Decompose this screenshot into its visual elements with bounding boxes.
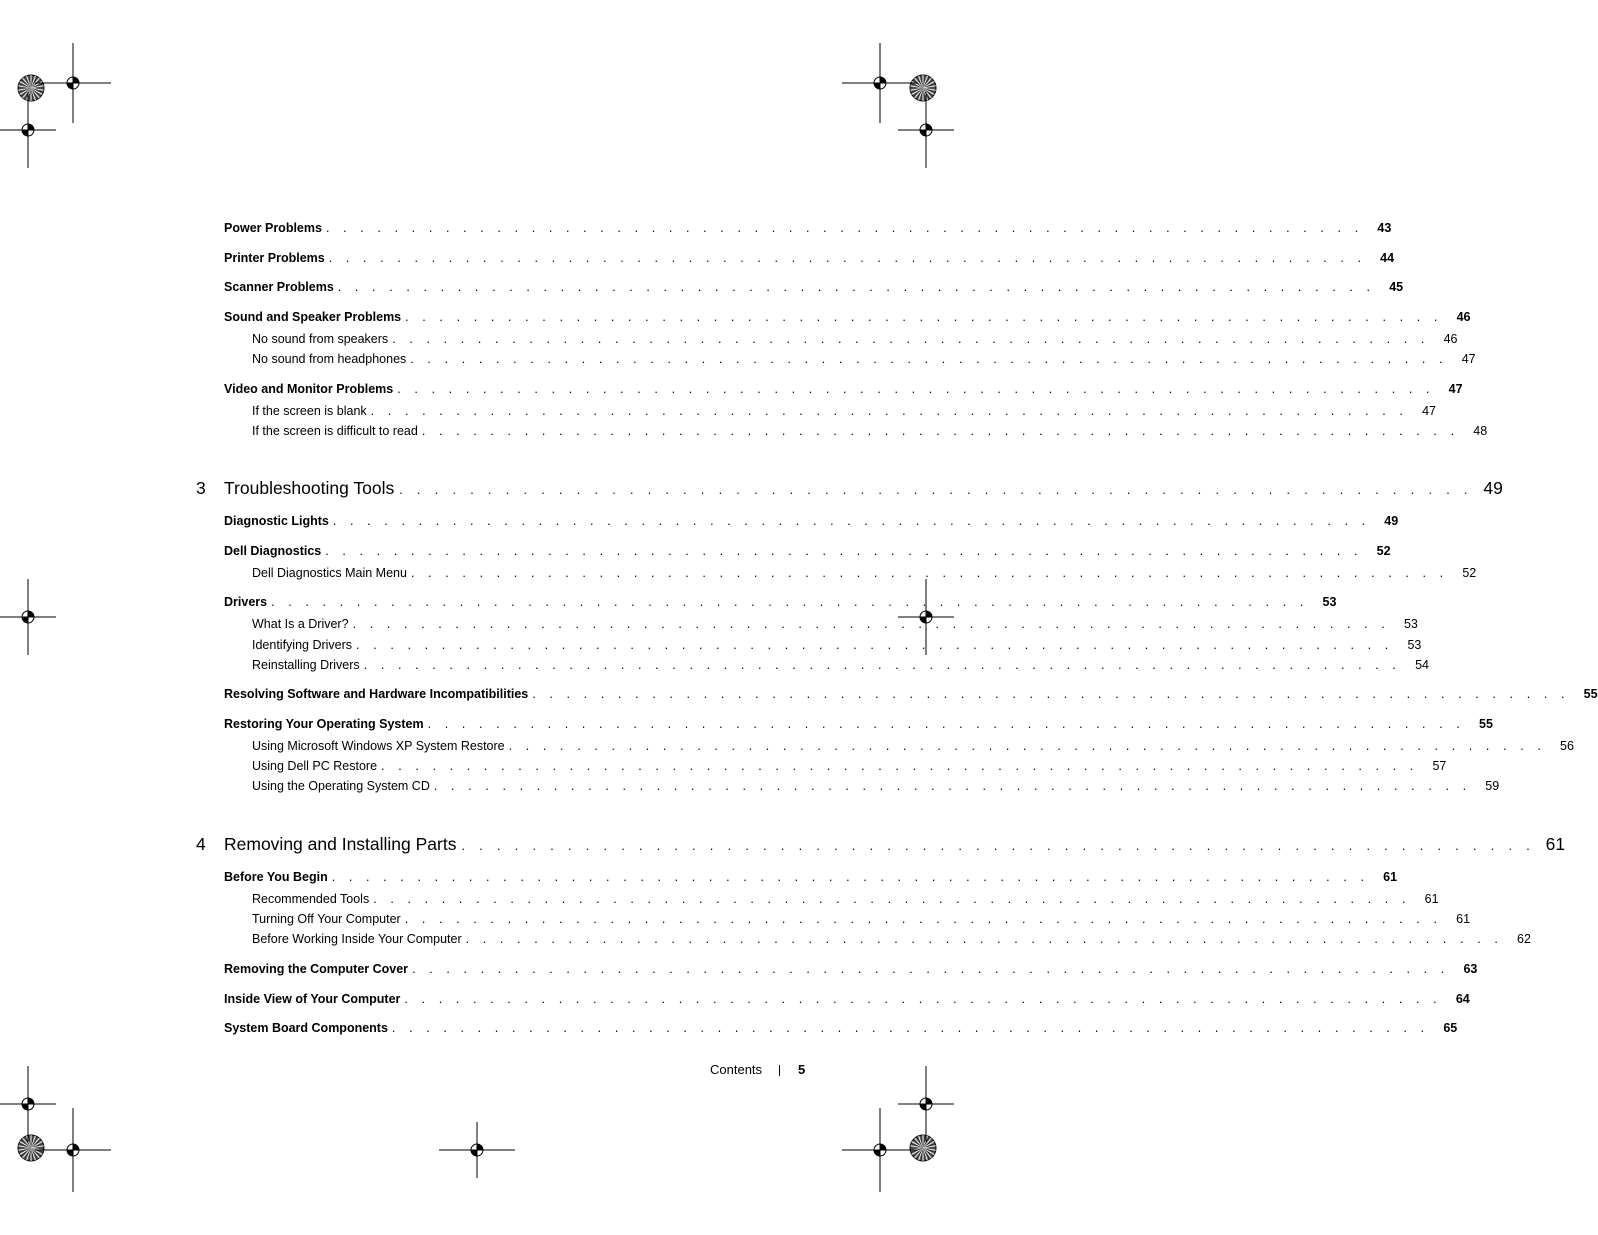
toc-page-number: 65 [1443, 1021, 1458, 1035]
toc-subentry-if-the-screen-is-blank[interactable] [252, 403, 1436, 419]
dot-leader: . . . . . . . . . . . . . . . . . . . . . . . . . . . . . . . . . . . . . . . . . . . . . . . . . . . . . . . . . . . . . [405, 310, 1443, 324]
toc-entry-power-problems[interactable] [224, 220, 1392, 236]
dot-leader: . . . . . . . . . . . . . . . . . . . . . . . . . . . . . . . . . . . . . . . . . . . . . . . . . . . . . . . . . . . . . [373, 892, 1411, 906]
dot-leader: . . . . . . . . . . . . . . . . . . . . . . . . . . . . . . . . . . . . . . . . . . . . . . . . . . . . . . . . . . . . . [465, 932, 1503, 946]
toc-page-number: 46 [1443, 332, 1458, 346]
toc-entry-label: Scanner Problems [224, 280, 334, 294]
toc-subentry-turning-off-your-computer[interactable] [252, 911, 1471, 927]
toc-subentry-what-is-a-driver[interactable] [252, 616, 1418, 632]
toc-entry-label: Recommended Tools [252, 892, 370, 906]
registration-crosshair-icon [842, 1108, 918, 1192]
toc-page-number: 62 [1517, 932, 1531, 946]
toc-page-number: 56 [1560, 739, 1574, 753]
toc-chapter-removing-and-installing-parts[interactable] [196, 833, 1566, 857]
toc-entry-label: No sound from headphones [252, 352, 407, 366]
toc-entry-label: Dell Diagnostics Main Menu [252, 566, 407, 580]
toc-page-number: 44 [1380, 251, 1395, 265]
toc-entry-label: Before Working Inside Your Computer [252, 932, 462, 946]
toc-entry-system-board-components[interactable] [224, 1020, 1458, 1036]
toc-page-number: 64 [1455, 992, 1470, 1006]
dot-leader: . . . . . . . . . . . . . . . . . . . . . . . . . . . . . . . . . . . . . . . . . . . . . . . . . . . . . . . . . . . . . [404, 912, 1443, 926]
toc-page-number: 49 [1384, 514, 1399, 528]
dot-leader: . . . . . . . . . . . . . . . . . . . . . . . . . . . . . . . . . . . . . . . . . . . . . . . . . . . . . . . . . . . . . [508, 739, 1546, 753]
toc-entry-drivers[interactable] [224, 594, 1337, 610]
toc-entry-restoring-your-operating-system[interactable] [224, 716, 1493, 732]
toc-entry-inside-view[interactable] [224, 991, 1470, 1007]
toc-subentry-no-sound-from-speakers[interactable] [252, 331, 1458, 347]
dot-leader: . . . . . . . . . . . . . . . . . . . . . . . . . . . . . . . . . . . . . . . . . . . . . . . . . . . . . . . . . . . . . [391, 1021, 1430, 1035]
toc-page-number: 59 [1485, 779, 1500, 793]
dot-leader: . . . . . . . . . . . . . . . . . . . . . . . . . . . . . . . . . . . . . . . . . . . . . . . . . . . . . . . . . . . . . [381, 759, 1419, 773]
toc-entry-label: Identifying Drivers [252, 638, 353, 652]
toc-entry-label: Using the Operating System CD [252, 779, 430, 793]
toc-entry-label: Inside View of Your Computer [224, 992, 401, 1006]
toc-entry-scanner-problems[interactable] [224, 279, 1404, 295]
toc-entry-label: Printer Problems [224, 251, 325, 265]
chapter-page-number: 61 [1545, 834, 1566, 854]
toc-entry-label: Power Problems [224, 221, 322, 235]
toc-subentry-no-sound-from-headphones[interactable] [252, 351, 1476, 367]
toc-page-number: 53 [1403, 617, 1418, 631]
toc-page-number: 53 [1407, 638, 1422, 652]
toc-entry-removing-the-computer-cover[interactable] [224, 961, 1478, 977]
toc-entry-label: No sound from speakers [252, 332, 389, 346]
registration-crosshair-icon [35, 43, 111, 123]
dot-leader: . . . . . . . . . . . . . . . . . . . . . . . . . . . . . . . . . . . . . . . . . . . . . . . . . . . . . . . . . . . . . [370, 404, 1408, 418]
dot-leader: . . . . . . . . . . . . . . . . . . . . . . . . . . . . . . . . . . . . . . . . . . . . . . . . . . . . . . . . . . . . . [410, 352, 1448, 366]
dot-leader: . . . . . . . . . . . . . . . . . . . . . . . . . . . . . . . . . . . . . . . . . . . . . . . . . . . . . . . . . . . . . [410, 566, 1449, 580]
chapter-title: Removing and Installing Parts [224, 834, 457, 854]
toc-page-number: 47 [1422, 404, 1436, 418]
registration-crosshair-icon [898, 92, 954, 168]
toc-page-number: 48 [1473, 424, 1488, 438]
toc-chapter-troubleshooting-tools[interactable] [196, 477, 1503, 501]
toc-entry-label: Turning Off Your Computer [252, 912, 401, 926]
toc-entry-label: Video and Monitor Problems [224, 382, 394, 396]
registration-crosshair-icon [0, 92, 56, 168]
toc-entry-label: Resolving Software and Hardware Incompatibilities [224, 687, 529, 701]
registration-starburst-icon [910, 75, 936, 101]
toc-entry-label: Reinstalling Drivers [252, 658, 360, 672]
registration-crosshair-icon [898, 1066, 954, 1142]
dot-leader: . . . . . . . . . . . . . . . . . . . . . . . . . . . . . . . . . . . . . . . . . . . . . . . . . . . . . . . . . . . . . [356, 638, 1394, 652]
registration-crosshair-icon [842, 43, 918, 123]
toc-page-number: 52 [1376, 544, 1391, 558]
toc-entry-label: Sound and Speaker Problems [224, 310, 402, 324]
toc-subentry-if-the-screen-is-difficult-to-read[interactable] [252, 423, 1488, 439]
toc-page-number: 61 [1383, 870, 1398, 884]
toc-entry-dell-diagnostics[interactable] [224, 543, 1391, 559]
toc-page-number: 55 [1583, 687, 1598, 701]
dot-leader: . . . . . . . . . . . . . . . . . . . . . . . . . . . . . . . . . . . . . . . . . . . . . . . . . . . . . . . . . . . . . [427, 717, 1465, 731]
chapter-number: 3 [196, 478, 206, 498]
toc-entry-before-you-begin[interactable] [224, 869, 1398, 885]
footer-separator [779, 1065, 780, 1076]
dot-leader: . . . . . . . . . . . . . . . . . . . . . . . . . . . . . . . . . . . . . . . . . . . . . . . . . . . . . . . . . . . . . [325, 544, 1363, 558]
footer-section-title: Contents [710, 1062, 763, 1077]
toc-page-number: 45 [1389, 280, 1404, 294]
registration-starburst-icon [910, 1135, 936, 1161]
dot-leader: . . . . . . . . . . . . . . . . . . . . . . . . . . . . . . . . . . . . . . . . . . . . . . . . . . . . . . . . . . . . . [461, 839, 1536, 853]
toc-entry-label: Using Microsoft Windows XP System Restore [252, 739, 505, 753]
toc-page-number: 43 [1377, 221, 1392, 235]
toc-page-number: 52 [1462, 566, 1477, 580]
dot-leader: . . . . . . . . . . . . . . . . . . . . . . . . . . . . . . . . . . . . . . . . . . . . . . . . . . . . . . . . . . . . . [399, 483, 1473, 497]
toc-entry-printer-problems[interactable] [224, 250, 1395, 266]
toc-subentry-recommended-tools[interactable] [252, 891, 1439, 907]
toc-entry-resolving-incompatibilities[interactable] [224, 686, 1598, 702]
registration-crosshair-icon [439, 1122, 515, 1178]
toc-entry-label: System Board Components [224, 1021, 388, 1035]
toc-subentry-dell-diagnostics-main-menu[interactable] [252, 565, 1477, 581]
toc-entry-label: Drivers [224, 595, 268, 609]
dot-leader: . . . . . . . . . . . . . . . . . . . . . . . . . . . . . . . . . . . . . . . . . . . . . . . . . . . . . . . . . . . . . [412, 962, 1450, 976]
toc-entry-label: Removing the Computer Cover [224, 962, 409, 976]
page-footer [700, 1061, 810, 1079]
toc-entry-label: Using Dell PC Restore [252, 759, 378, 773]
toc-page-number: 61 [1424, 892, 1439, 906]
dot-leader: . . . . . . . . . . . . . . . . . . . . . . . . . . . . . . . . . . . . . . . . . . . . . . . . . . . . . . . . . . . . . [325, 221, 1364, 235]
footer-page-number: 5 [798, 1062, 806, 1077]
dot-leader: . . . . . . . . . . . . . . . . . . . . . . . . . . . . . . . . . . . . . . . . . . . . . . . . . . . . . . . . . . . . . [352, 617, 1390, 631]
toc-page-number: 55 [1479, 717, 1493, 731]
dot-leader: . . . . . . . . . . . . . . . . . . . . . . . . . . . . . . . . . . . . . . . . . . . . . . . . . . . . . . . . . . . . . [532, 687, 1570, 701]
toc-page-number: 54 [1415, 658, 1430, 672]
registration-crosshair-icon [35, 1108, 111, 1192]
chapter-title: Troubleshooting Tools [224, 478, 395, 498]
toc-entry-label: What Is a Driver? [252, 617, 349, 631]
toc-page-number: 57 [1432, 759, 1447, 773]
toc-page-number: 63 [1463, 962, 1478, 976]
dot-leader: . . . . . . . . . . . . . . . . . . . . . . . . . . . . . . . . . . . . . . . . . . . . . . . . . . . . . . . . . . . . . [328, 251, 1367, 265]
registration-crosshair-icon [0, 1066, 56, 1142]
toc-subentry-before-working-inside[interactable] [252, 931, 1531, 947]
toc-page-number: 47 [1448, 382, 1463, 396]
registration-starburst-icon [18, 75, 44, 101]
dot-leader: . . . . . . . . . . . . . . . . . . . . . . . . . . . . . . . . . . . . . . . . . . . . . . . . . . . . . . . . . . . . . [332, 514, 1371, 528]
toc-entry-label: Diagnostic Lights [224, 514, 329, 528]
toc-subentry-system-restore[interactable] [252, 738, 1574, 754]
toc-entry-label: Dell Diagnostics [224, 544, 322, 558]
registration-crosshair-icon [0, 579, 56, 655]
dot-leader: . . . . . . . . . . . . . . . . . . . . . . . . . . . . . . . . . . . . . . . . . . . . . . . . . . . . . . . . . . . . . [397, 382, 1435, 396]
toc-page-number: 47 [1461, 352, 1476, 366]
dot-leader: . . . . . . . . . . . . . . . . . . . . . . . . . . . . . . . . . . . . . . . . . . . . . . . . . . . . . . . . . . . . . [421, 424, 1460, 438]
dot-leader: . . . . . . . . . . . . . . . . . . . . . . . . . . . . . . . . . . . . . . . . . . . . . . . . . . . . . . . . . . . . . [331, 870, 1370, 884]
toc-page-number: 61 [1456, 912, 1471, 926]
dot-leader: . . . . . . . . . . . . . . . . . . . . . . . . . . . . . . . . . . . . . . . . . . . . . . . . . . . . . . . . . . . . . [392, 332, 1430, 346]
chapter-page-number: 49 [1483, 478, 1503, 498]
dot-leader: . . . . . . . . . . . . . . . . . . . . . . . . . . . . . . . . . . . . . . . . . . . . . . . . . . . . . . . . . . . . . [363, 658, 1402, 672]
dot-leader: . . . . . . . . . . . . . . . . . . . . . . . . . . . . . . . . . . . . . . . . . . . . . . . . . . . . . . . . . . . . . [404, 992, 1442, 1006]
toc-page-number: 46 [1456, 310, 1471, 324]
toc-page-number: 53 [1322, 595, 1337, 609]
toc-entry-label: If the screen is blank [252, 404, 367, 418]
toc-entry-sound-and-speaker-problems[interactable] [224, 309, 1471, 325]
dot-leader: . . . . . . . . . . . . . . . . . . . . . . . . . . . . . . . . . . . . . . . . . . . . . . . . . . . . . . . . . . . . . [271, 595, 1309, 609]
toc-entry-label: If the screen is difficult to read [252, 424, 418, 438]
chapter-number: 4 [196, 834, 206, 854]
toc-subentry-dell-pc-restore[interactable] [252, 758, 1447, 774]
dot-leader: . . . . . . . . . . . . . . . . . . . . . . . . . . . . . . . . . . . . . . . . . . . . . . . . . . . . . . . . . . . . . [433, 779, 1472, 793]
registration-starburst-icon [18, 1135, 44, 1161]
toc-subentry-operating-system-cd[interactable] [252, 778, 1500, 794]
toc-entry-label: Restoring Your Operating System [224, 717, 424, 731]
toc-entry-video-and-monitor-problems[interactable] [224, 381, 1463, 397]
toc-entry-diagnostic-lights[interactable] [224, 513, 1399, 529]
toc-entry-label: Before You Begin [224, 870, 328, 884]
dot-leader: . . . . . . . . . . . . . . . . . . . . . . . . . . . . . . . . . . . . . . . . . . . . . . . . . . . . . . . . . . . . . [337, 280, 1376, 294]
toc-subentry-reinstalling-drivers[interactable] [252, 657, 1430, 673]
toc-subentry-identifying-drivers[interactable] [252, 637, 1422, 653]
